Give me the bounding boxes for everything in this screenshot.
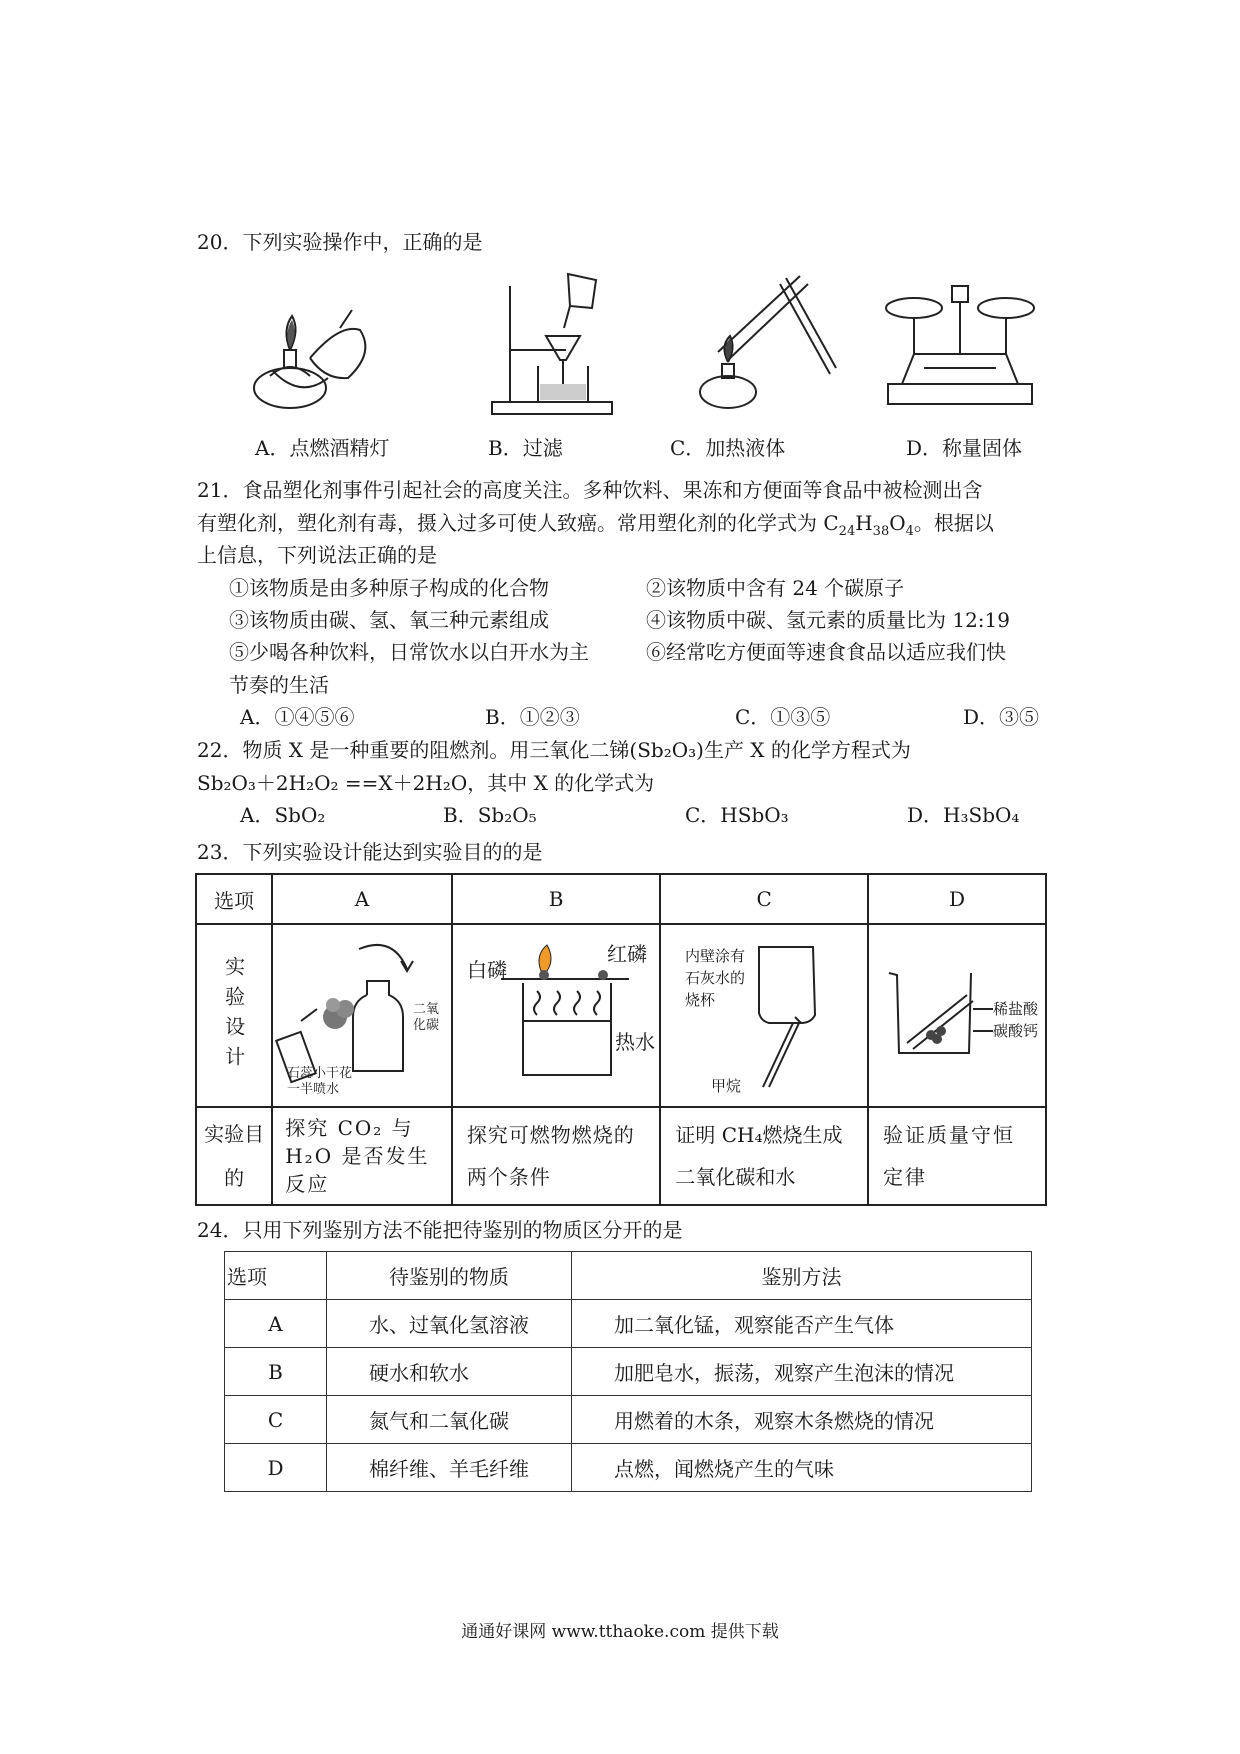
q22-option-a: A．SbO₂ bbox=[240, 803, 326, 827]
q23-design-d bbox=[868, 924, 1046, 1107]
q23-purpose-d: 验证质量守恒定律 bbox=[868, 1107, 1046, 1205]
q21-option-d: D．③⑤ bbox=[963, 705, 1040, 729]
q24-row-a-method: 加二氧化锰，观察能否产生气体 bbox=[572, 1300, 1032, 1348]
co2-flower-figure bbox=[273, 925, 449, 1101]
label-red-phosphorus: 红磷 bbox=[606, 942, 647, 966]
q24-row-d-option: D bbox=[225, 1444, 327, 1492]
q24-row-d bbox=[225, 1444, 1032, 1492]
q24-row-c-option: C bbox=[225, 1396, 327, 1444]
q20-option-a: A．点燃酒精灯 bbox=[255, 436, 390, 460]
q21-item-2: ②该物质中含有 24 个碳原子 bbox=[646, 576, 905, 600]
q24-stem: 24．只用下列鉴别方法不能把待鉴别的物质区分开的是 bbox=[197, 1218, 683, 1242]
q22-option-c: C．HSbO₃ bbox=[685, 803, 789, 827]
q21-line3: 上信息，下列说法正确的是 bbox=[197, 543, 437, 567]
q24-row-c-substance: 氮气和二氧化碳 bbox=[327, 1396, 572, 1444]
q24-row-d-substance: 棉纤维、羊毛纤维 bbox=[327, 1444, 572, 1492]
label-dilute-hcl: 稀盐酸 bbox=[993, 1000, 1039, 1018]
q24-row-d-method: 点燃，闻燃烧产生的气味 bbox=[572, 1444, 1032, 1492]
q23-design-b bbox=[452, 924, 661, 1107]
q23-header-b: B bbox=[452, 874, 661, 924]
q20-option-b: B．过滤 bbox=[488, 436, 563, 460]
label-co2-bottom: 化碳 bbox=[413, 1018, 440, 1033]
q21-item-5: ⑤少喝各种饮料，日常饮水以白开水为主 bbox=[229, 640, 589, 664]
q21-item-6-cont: 节奏的生活 bbox=[229, 673, 329, 697]
q23-design-a bbox=[272, 924, 452, 1107]
label-dry-flower: 石蕊小干花 bbox=[287, 1066, 353, 1081]
q21-item-3: ③该物质由碳、氢、氧三种元素组成 bbox=[229, 608, 549, 632]
q23-table bbox=[195, 873, 1047, 1206]
q24-row-c-method: 用燃着的木条，观察木条燃烧的情况 bbox=[572, 1396, 1032, 1444]
label-calcium-carbonate: 碳酸钙 bbox=[993, 1022, 1039, 1040]
label-methane: 甲烷 bbox=[711, 1077, 742, 1095]
q20-option-c: C．加热液体 bbox=[670, 436, 786, 460]
q23-header-option: 选项 bbox=[196, 874, 272, 924]
q24-row-b-method: 加肥皂水，振荡，观察产生泡沫的情况 bbox=[572, 1348, 1032, 1396]
q24-row-a bbox=[225, 1300, 1032, 1348]
q21-option-b: B．①②③ bbox=[485, 705, 580, 729]
label-hot-water: 热水 bbox=[614, 1030, 655, 1054]
q23-header-c: C bbox=[660, 874, 868, 924]
q23-purpose-row bbox=[196, 1107, 1046, 1205]
q24-header-method: 鉴别方法 bbox=[572, 1252, 1032, 1300]
q23-design-label: 实验设计 bbox=[221, 955, 246, 1076]
filtration-figure bbox=[488, 266, 618, 418]
q23-design-label-cell bbox=[196, 924, 272, 1107]
mass-conservation-figure bbox=[869, 925, 1045, 1101]
weighing-balance-figure bbox=[880, 272, 1040, 412]
q22-line2: Sb₂O₃＋2H₂O₂ ==X＋2H₂O，其中 X 的化学式为 bbox=[197, 771, 655, 795]
q24-row-c bbox=[225, 1396, 1032, 1444]
q24-row-b-option: B bbox=[225, 1348, 327, 1396]
label-co2-top: 二氧 bbox=[413, 1002, 440, 1017]
q24-row-a-option: A bbox=[225, 1300, 327, 1348]
q23-purpose-a: 探究 CO₂ 与 H₂O 是否发生反应 bbox=[272, 1107, 452, 1205]
q23-design-row bbox=[196, 924, 1046, 1107]
q20-option-d: D．称量固体 bbox=[906, 436, 1023, 460]
label-half-spray: 一半喷水 bbox=[287, 1082, 340, 1097]
q24-row-a-substance: 水、过氧化氢溶液 bbox=[327, 1300, 572, 1348]
q23-purpose-b: 探究可燃物燃烧的两个条件 bbox=[452, 1107, 661, 1205]
q21-line2: 有塑化剂，塑化剂有毒，摄入过多可使人致癌。常用塑化剂的化学式为 $C_{24}H_{38}O_4$。根据以 bbox=[197, 511, 994, 539]
label-beaker-line2: 石灰水的 bbox=[685, 969, 746, 987]
q21-item-4: ④该物质中碳、氢元素的质量比为 12:19 bbox=[646, 608, 1010, 632]
q23-purpose-label: 实验目的 bbox=[196, 1107, 272, 1205]
q23-header-d: D bbox=[868, 874, 1046, 924]
q23-header-a: A bbox=[272, 874, 452, 924]
label-beaker-line1: 内壁涂有 bbox=[685, 947, 746, 965]
page-footer: 通通好课网 www.tthaoke.com 提供下载 bbox=[461, 1622, 779, 1642]
q24-row-b-substance: 硬水和软水 bbox=[327, 1348, 572, 1396]
q22-line1: 22．物质 X 是一种重要的阻燃剂。用三氧化二锑(Sb₂O₃)生产 X 的化学方程式为 bbox=[197, 738, 911, 762]
q21-option-a: A．①④⑤⑥ bbox=[240, 705, 355, 729]
q24-header-substance: 待鉴别的物质 bbox=[327, 1252, 572, 1300]
q23-purpose-c: 证明 CH₄燃烧生成二氧化碳和水 bbox=[660, 1107, 868, 1205]
combustion-conditions-figure bbox=[453, 925, 658, 1101]
q23-stem: 23．下列实验设计能达到实验目的的是 bbox=[197, 840, 543, 864]
q21-item-1: ①该物质是由多种原子构成的化合物 bbox=[229, 576, 549, 600]
q24-row-b bbox=[225, 1348, 1032, 1396]
q21-item-6: ⑥经常吃方便面等速食食品以适应我们快 bbox=[646, 640, 1006, 664]
q20-stem: 20．下列实验操作中，正确的是 bbox=[197, 230, 483, 254]
label-white-phosphorus: 白磷 bbox=[466, 958, 507, 982]
q21-line1: 21．食品塑化剂事件引起社会的高度关注。多种饮料、果冻和方便面等食品中被检测出含 bbox=[197, 478, 983, 502]
q24-table bbox=[224, 1251, 1032, 1492]
q23-design-c bbox=[660, 924, 868, 1107]
heating-liquid-figure bbox=[690, 264, 840, 418]
q22-option-b: B．Sb₂O₅ bbox=[443, 803, 537, 827]
label-beaker-line3: 烧杯 bbox=[685, 991, 716, 1009]
q21-option-c: C．①③⑤ bbox=[735, 705, 831, 729]
q24-header-row bbox=[225, 1252, 1032, 1300]
q22-option-d: D．H₃SbO₄ bbox=[907, 803, 1020, 827]
q24-header-option: 选项 bbox=[225, 1252, 327, 1300]
lighting-alcohol-lamp-figure bbox=[240, 268, 400, 418]
q23-header-row bbox=[196, 874, 1046, 924]
methane-combustion-figure bbox=[661, 925, 865, 1101]
